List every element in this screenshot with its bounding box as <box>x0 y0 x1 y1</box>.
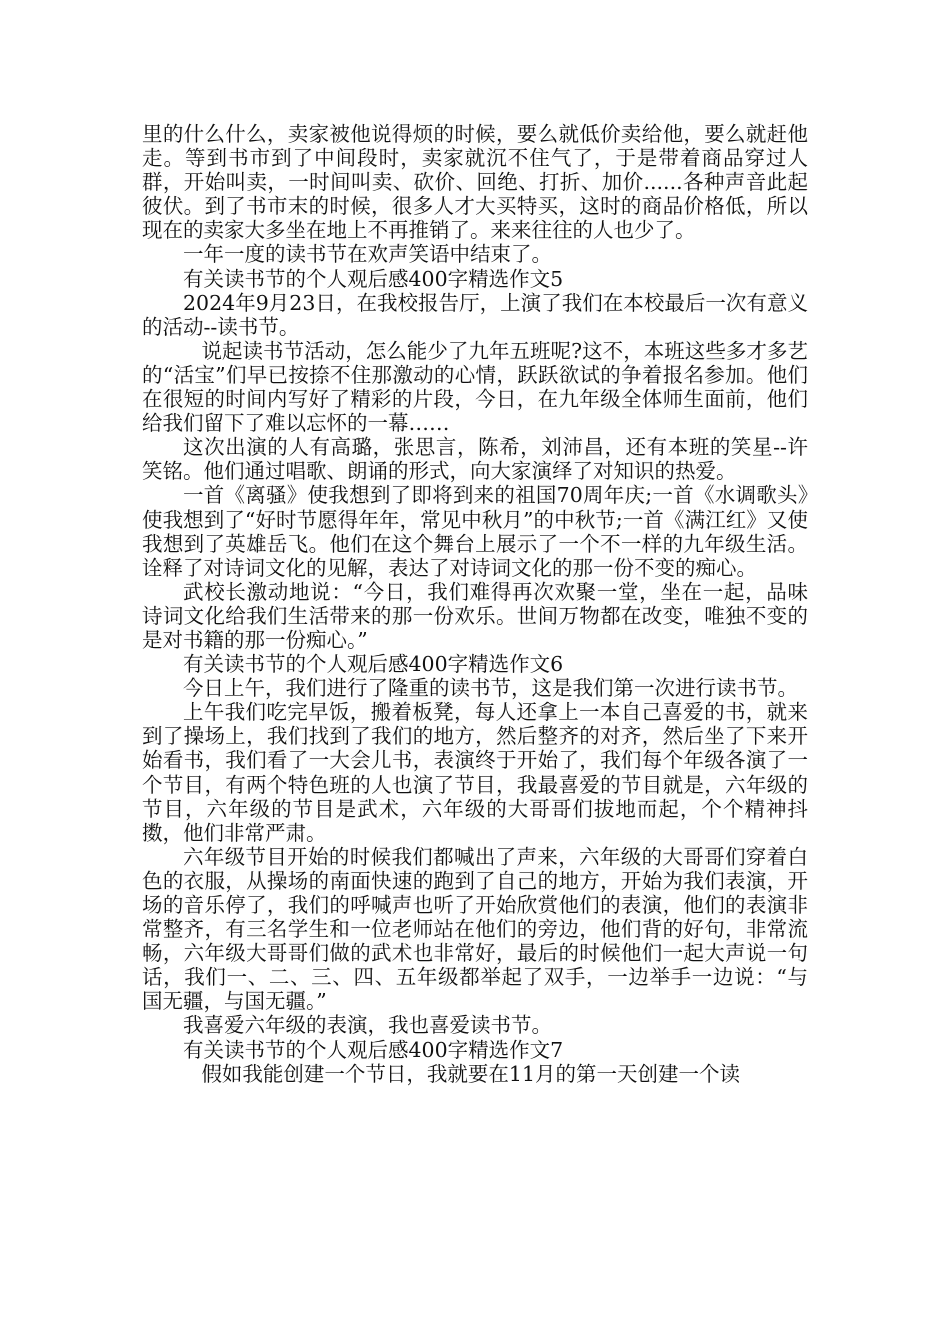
paragraph: 武校长激动地说：“今日，我们难得再次欢聚一堂，坐在一起，品味诗词文化给我们生活带来的那一份欢乐。世间万物都在改变，唯独不变的是对书籍的那一份痴心。” <box>142 579 808 652</box>
paragraph: 里的什么什么，卖家被他说得烦的时候，要么就低价卖给他，要么就赶他走。等到书市到了中间段时，卖家就沉不住气了，于是带着商品穿过人群，开始叫卖，一时间叫卖、砍价、回绝、打折、加价......各种声音此起彼伏。到了书市末的时候，很多人才大买特买，这时的商品价格低，所以现在的卖家大多坐在地上不再推销了。来来往往的人也少了。 <box>142 122 808 243</box>
paragraph: 六年级节目开始的时候我们都喊出了声来，六年级的大哥哥们穿着白色的衣服，从操场的南面快速的跑到了自己的地方，开始为我们表演，开场的音乐停了，我们的呼喊声也听了开始欣赏他们的表演，他们的表演非常整齐，有三名学生和一位老师站在他们的旁边，他们背的好句，非常流畅，六年级大哥哥们做的武术也非常好，最后的时候他们一起大声说一句话，我们一、二、三、四、五年级都举起了双手，一边举手一边说：“与国无疆，与国无疆。” <box>142 844 808 1014</box>
paragraph: 我喜爱六年级的表演，我也喜爱读书节。 <box>183 1013 552 1038</box>
paragraph: 2024年9月23日，在我校报告厅，上演了我们在本校最后一次有意义的活动--读书节。 <box>142 290 808 339</box>
paragraph: 说起读书节活动，怎么能少了九年五班呢?这不，本班这些多才多艺的“活宝”们早已按捺不住那激动的心情，跃跃欲试的争着报名参加。他们在很短的时间内写好了精彩的片段，今日，在九年级全体师生面前，他们给我们留下了难以忘怀的一幕…… <box>142 338 808 436</box>
paragraph: 一首《离骚》使我想到了即将到来的祖国70周年庆;一首《水调歌头》使我想到了“好时节愿得年年，常见中秋月”的中秋节;一首《满江红》又使我想到了英雄岳飞。他们在这个舞台上展示了一个不一样的九年级生活。诠释了对诗词文化的见解，表达了对诗词文化的那一份不变的痴心。 <box>142 483 808 580</box>
paragraph: 假如我能创建一个节日，我就要在11月的第一天创建一个读 <box>201 1061 741 1086</box>
paragraph: 一年一度的读书节在欢声笑语中结束了。 <box>183 242 552 267</box>
paragraph: 这次出演的人有高璐，张思言，陈希，刘沛昌，还有本班的笑星--许笑铭。他们通过唱歌、朗诵的形式，向大家演绎了对知识的热爱。 <box>142 435 808 484</box>
document-page <box>142 122 808 1086</box>
paragraph: 今日上午，我们进行了隆重的读书节，这是我们第一次进行读书节。 <box>183 676 798 701</box>
section-heading: 有关读书节的个人观后感400字精选作文7 <box>183 1037 564 1062</box>
section-heading: 有关读书节的个人观后感400字精选作文6 <box>183 652 564 677</box>
section-heading: 有关读书节的个人观后感400字精选作文5 <box>183 266 564 291</box>
paragraph: 上午我们吃完早饭，搬着板凳，每人还拿上一本自己喜爱的书，就来到了操场上，我们找到了我们的地方，然后整齐的对齐，然后坐了下来开始看书，我们看了一大会儿书，表演终于开始了，我们每个年级各演了一个节目，有两个特色班的人也演了节目，我最喜爱的节目就是，六年级的节目，六年级的节目是武术，六年级的大哥哥们拔地而起，个个精神抖擞，他们非常严肃。 <box>142 700 808 845</box>
